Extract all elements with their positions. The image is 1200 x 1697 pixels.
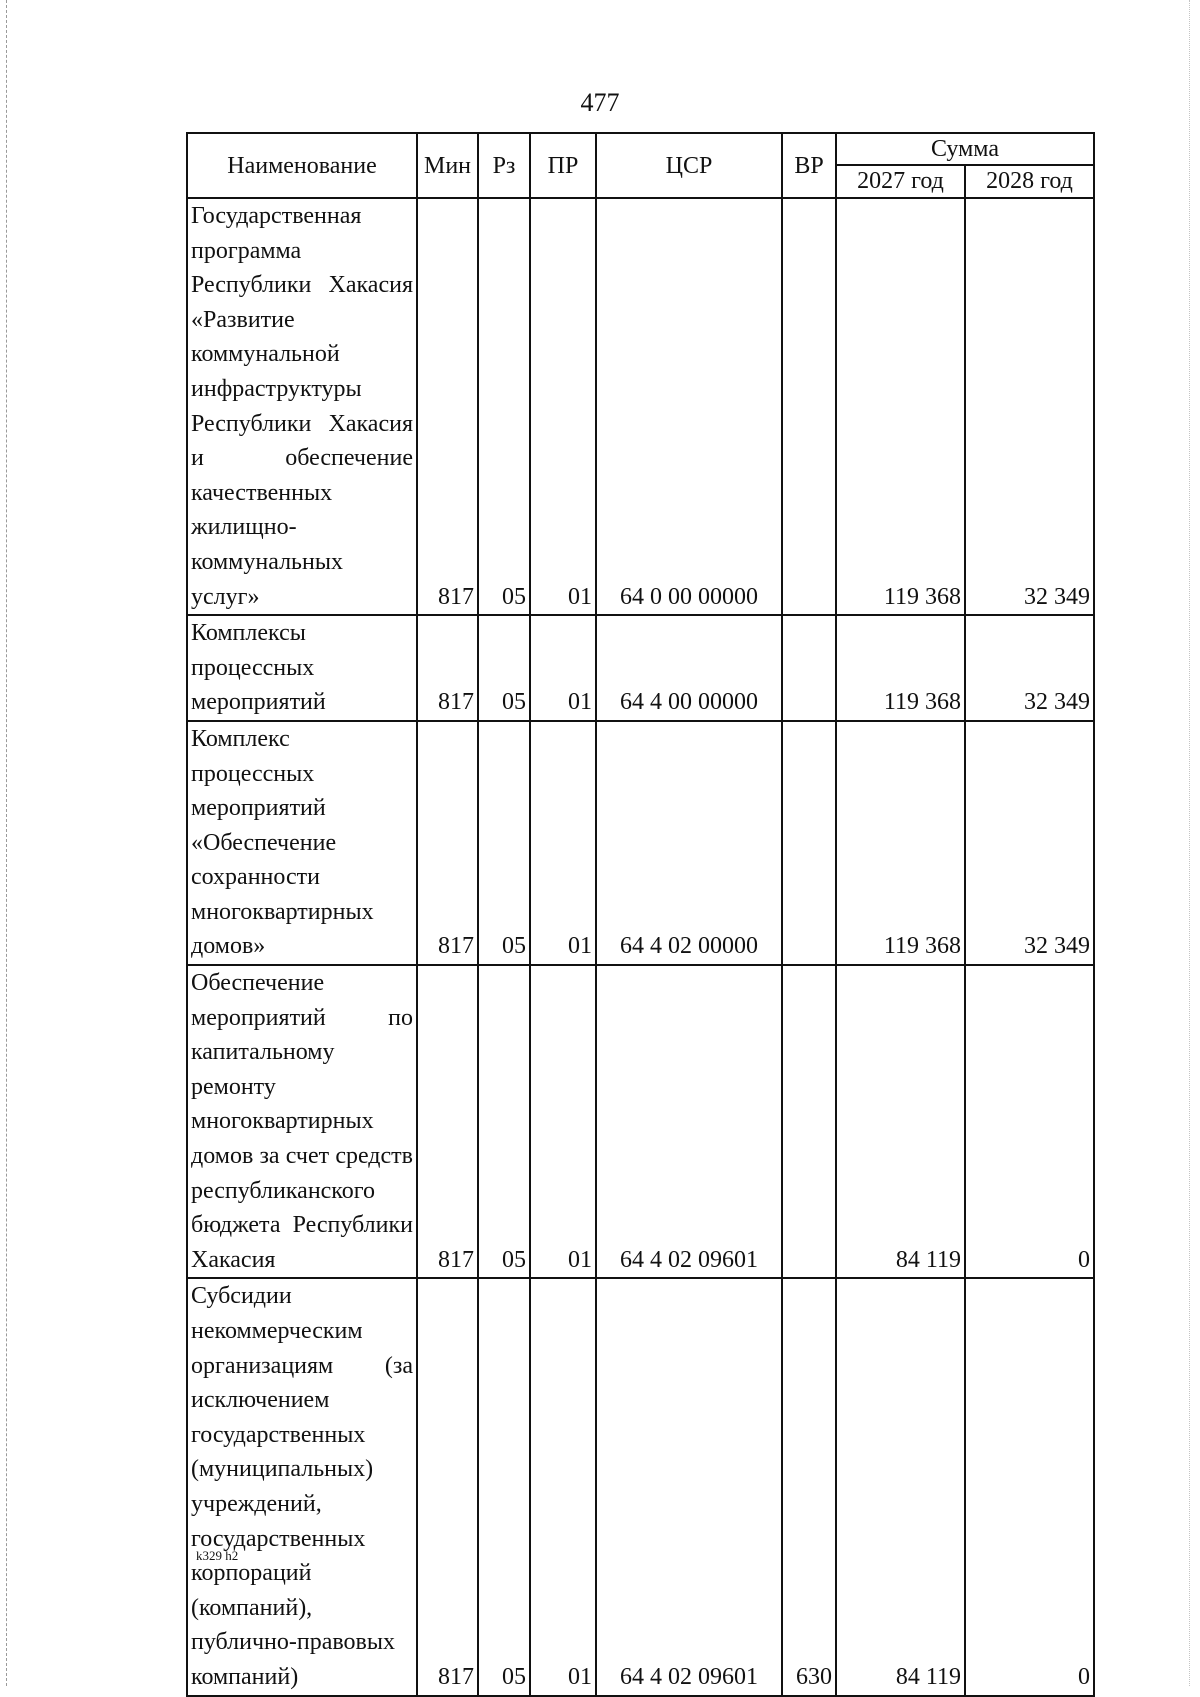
table-body [187,198,1094,1696]
cell-pr: 01 [530,965,596,1278]
cell-min: 817 [417,198,478,615]
header-min: Мин [417,133,478,198]
cell-pr: 01 [530,1278,596,1695]
cell-csr: 64 4 02 09601 [596,1278,782,1695]
table-header [187,133,1094,198]
header-sum: Сумма [836,133,1094,165]
table-row [187,1278,1094,1695]
cell-rz: 05 [478,965,530,1278]
cell-vr: 630 [782,1278,836,1695]
cell-csr: 64 4 00 00000 [596,615,782,721]
cell-min: 817 [417,965,478,1278]
scan-edge-left [6,0,7,1686]
header-rz: Рз [478,133,530,198]
cell-name: Обеспечение мероприятий по капитальному ремонту многоквартирных домов за счет средств республиканского бюджета Республики Хакасия [187,965,417,1278]
cell-name: Государственная программа Республики Хакасия «Развитие коммунальной инфраструктуры Республики Хакасия и обеспечение качественных жилищно-коммунальных услуг» [187,198,417,615]
document-code: k329 h2 [196,1548,239,1563]
cell-csr: 64 0 00 00000 [596,198,782,615]
table-row [187,721,1094,965]
header-2028: 2028 год [965,165,1094,198]
cell-sum-2028: 0 [965,1278,1094,1695]
cell-rz: 05 [478,198,530,615]
cell-sum-2028: 32 349 [965,721,1094,965]
cell-rz: 05 [478,615,530,721]
cell-sum-2027: 119 368 [836,721,965,965]
cell-min: 817 [417,721,478,965]
cell-csr: 64 4 02 09601 [596,965,782,1278]
cell-sum-2028: 32 349 [965,198,1094,615]
cell-name: Субсидии некоммерческим организациям (за исключением государственных (муниципальных) учреждений, государственных корпораций (компаний), публично-правовых компаний) [187,1278,417,1695]
cell-sum-2027: 119 368 [836,198,965,615]
header-vr: ВР [782,133,836,198]
cell-pr: 01 [530,615,596,721]
cell-sum-2028: 0 [965,965,1094,1278]
cell-rz: 05 [478,1278,530,1695]
cell-vr [782,721,836,965]
cell-pr: 01 [530,198,596,615]
table-row [187,965,1094,1278]
cell-name: Комплексы процессных мероприятий [187,615,417,721]
header-name: Наименование [187,133,417,198]
cell-vr [782,965,836,1278]
page-number: 477 [580,88,620,117]
table-row [187,615,1094,721]
table-row [187,198,1094,615]
cell-rz: 05 [478,721,530,965]
cell-min: 817 [417,615,478,721]
header-row [187,133,1094,165]
header-2027: 2027 год [836,165,965,198]
header-csr: ЦСР [596,133,782,198]
cell-vr [782,615,836,721]
scan-edge-right [1189,0,1190,1686]
cell-name: Комплекс процессных мероприятий «Обеспечение сохранности многоквартирных домов» [187,721,417,965]
cell-min: 817 [417,1278,478,1695]
cell-vr [782,198,836,615]
cell-sum-2027: 119 368 [836,615,965,721]
budget-table [186,132,1095,1697]
cell-sum-2027: 84 119 [836,965,965,1278]
header-pr: ПР [530,133,596,198]
cell-sum-2028: 32 349 [965,615,1094,721]
cell-sum-2027: 84 119 [836,1278,965,1695]
cell-csr: 64 4 02 00000 [596,721,782,965]
cell-pr: 01 [530,721,596,965]
